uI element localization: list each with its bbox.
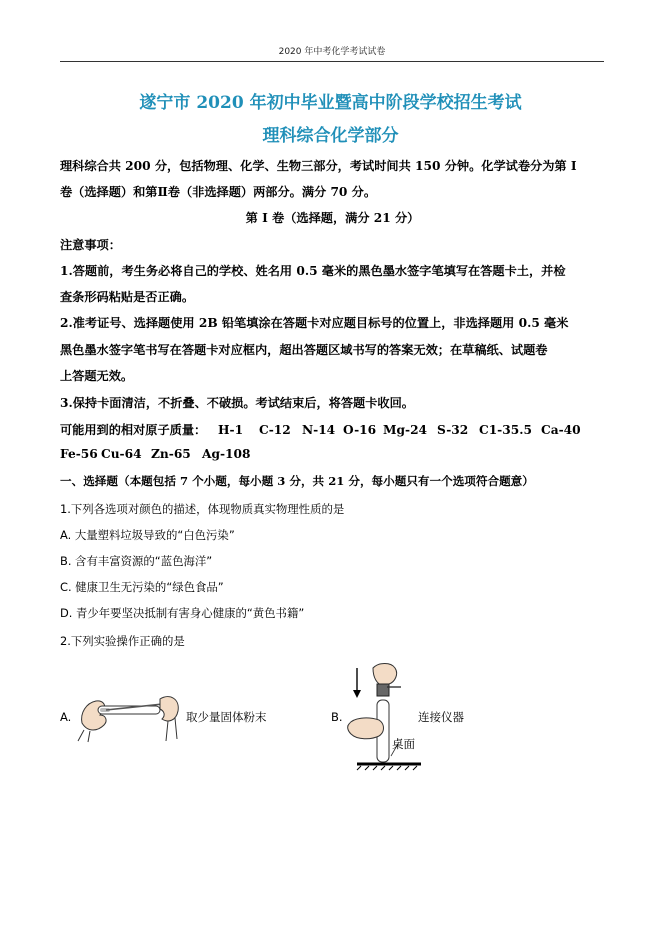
atomic-mass-item: O-16 bbox=[343, 423, 377, 437]
atomic-mass-row-1 bbox=[60, 421, 605, 438]
atomic-mass-item: Fe-56 bbox=[60, 447, 98, 461]
header-divider bbox=[60, 61, 604, 62]
notes-heading: 注意事项： bbox=[60, 238, 121, 252]
q2-stem: 2.下列实验操作正确的是 bbox=[60, 634, 185, 648]
atomic-mass-item: S-32 bbox=[437, 423, 469, 437]
atomic-mass-label: 可能用到的相对原子质量： bbox=[60, 423, 207, 437]
atomic-mass-row-2 bbox=[60, 447, 605, 461]
atomic-mass-item: Ca-40 bbox=[541, 423, 581, 437]
q2-option-b-letter: B. bbox=[331, 710, 343, 724]
exam-subtitle: 理科综合化学部分 bbox=[262, 126, 399, 146]
q2-option-b-desk-label: 桌面 bbox=[392, 737, 415, 751]
note-1-line-1: 1.答题前，考生务必将自己的学校、姓名用 0.5 毫米的黑色墨水签字笔填写在答题卡土，并检 bbox=[60, 264, 566, 278]
q1-option-d: D. 青少年要坚决抵制有害身心健康的“黄色书籍” bbox=[60, 606, 305, 620]
atomic-mass-item: C-12 bbox=[259, 423, 291, 437]
exam-title: 遂宁市 2020 年初中毕业暨高中阶段学校招生考试 bbox=[139, 93, 522, 113]
atomic-mass-item: H-1 bbox=[218, 423, 244, 437]
q2-option-a-illustration bbox=[76, 685, 184, 743]
q1-option-b: B. 含有丰富资源的“蓝色海洋” bbox=[60, 554, 213, 568]
note-2-line-2: 黑色墨水签字笔书写在答题卡对应框内，超出答题区域书写的答案无效；在草稿纸、试题卷 bbox=[60, 343, 548, 357]
part-1-heading: 一、选择题（本题包括 7 个小题，每小题 3 分，共 21 分，每小题只有一个选项符合题意） bbox=[60, 474, 534, 488]
atomic-mass-item: C1-35.5 bbox=[479, 423, 532, 437]
intro-line-1: 理科综合共 200 分，包括物理、化学、生物三部分，考试时间共 150 分钟。化学试卷分为第 I bbox=[60, 159, 577, 173]
q2-option-a-letter: A. bbox=[60, 710, 72, 724]
atomic-mass-item: Ag-108 bbox=[202, 447, 251, 461]
intro-line-2: 卷（选择题）和第Ⅱ卷（非选择题）两部分。满分 70 分。 bbox=[60, 185, 377, 199]
q1-option-c: C. 健康卫生无污染的“绿色食品” bbox=[60, 580, 224, 594]
note-2-line-3: 上答题无效。 bbox=[60, 369, 134, 383]
q2-option-b-caption: 连接仪器 bbox=[418, 710, 464, 724]
q1-option-a: A. 大量塑料垃圾导致的“白色污染” bbox=[60, 528, 235, 542]
page-header: 2020 年中考化学考试试卷 bbox=[278, 47, 386, 57]
section-1-title: 第 I 卷（选择题，满分 21 分） bbox=[245, 211, 420, 225]
atomic-mass-item: Zn-65 bbox=[151, 447, 191, 461]
atomic-mass-item: N-14 bbox=[302, 423, 336, 437]
note-2-line-1: 2.准考证号、选择题使用 2B 铅笔填涂在答题卡对应题目标号的位置上，非选择题用 0.5 毫米 bbox=[60, 316, 569, 330]
atomic-mass-item: Cu-64 bbox=[101, 447, 142, 461]
note-1-line-2: 查条形码粘贴是否正确。 bbox=[60, 290, 195, 304]
atomic-mass-item: Mg-24 bbox=[383, 423, 428, 437]
note-3: 3.保持卡面清洁，不折叠、不破损。考试结束后，将答题卡收回。 bbox=[60, 396, 414, 410]
q2-option-a-caption: 取少量固体粉末 bbox=[186, 710, 267, 724]
q1-stem: 1.下列各选项对颜色的描述，体现物质真实物理性质的是 bbox=[60, 502, 345, 516]
